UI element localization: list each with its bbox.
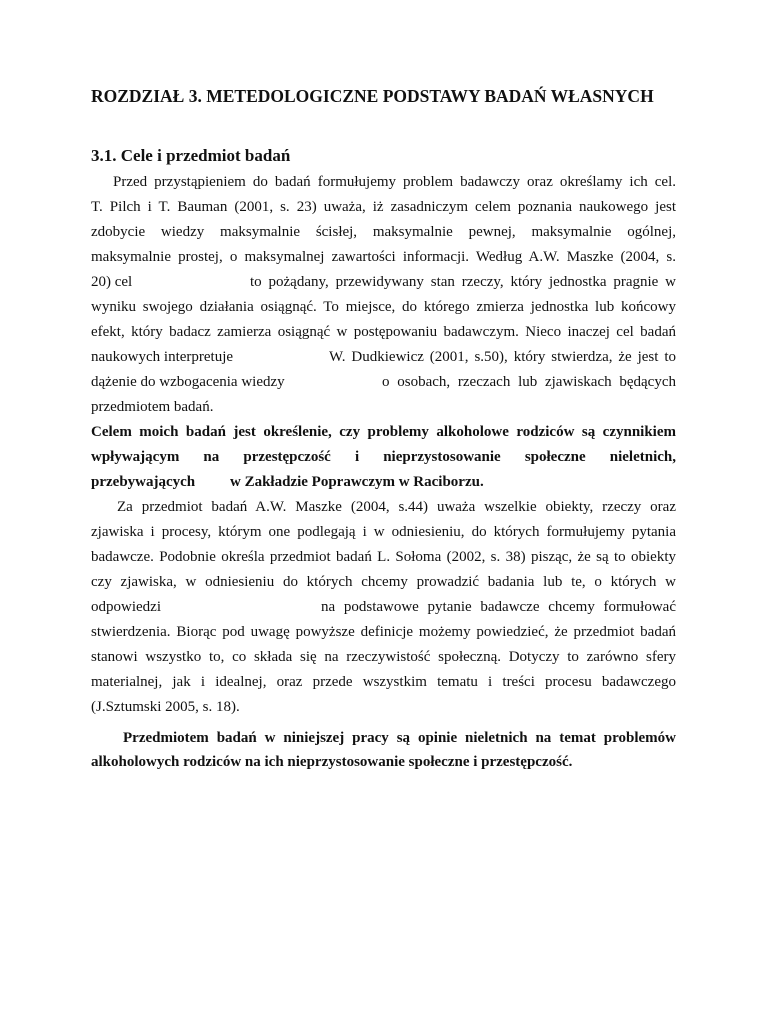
text-line: odpowiedzi bbox=[91, 599, 161, 615]
text-line: zjawiska i procesy, którym one podlegają i w odniesieniu, do których formułujemy pytania bbox=[91, 524, 676, 540]
text-line: dążenie do wzbogacenia wiedzy bbox=[91, 374, 285, 390]
text-line: Za przedmiot badań A.W. Maszke (2004, s.44) uważa wszelkie obiekty, rzeczy oraz bbox=[117, 499, 676, 515]
text-line: badawcze. Podobnie określa przedmiot badań L. Sołoma (2002, s. 38) pisząc, że są to obiekty bbox=[91, 549, 676, 565]
text-line: stanowi wszystko to, co składa się na rzeczywistość społeczną. Dotyczy to zarówno sfery bbox=[91, 649, 676, 665]
chapter-title: ROZDZIAŁ 3. METEDOLOGICZNE PODSTAWY BADAŃ WŁASNYCH bbox=[91, 86, 654, 106]
text-line: efekt, który badacz zamierza osiągnąć w postępowaniu badawczym. Nieco inaczej cel badań bbox=[91, 324, 676, 340]
text-line: o osobach, rzeczach lub zjawiskach będących bbox=[382, 374, 676, 390]
text-line: czy zjawiska, w odniesieniu do których chcemy prowadzić badania lub te, o których w bbox=[91, 574, 676, 590]
text-line: 20) cel bbox=[91, 274, 133, 290]
text-line: maksymalnie prostej, o maksymalnej zawartości informacji. Według A.W. Maszke (2004, s. bbox=[91, 249, 676, 265]
text-line: zdobycie wiedzy maksymalnie ścisłej, maksymalnie pewnej, maksymalnie ogólnej, bbox=[91, 224, 676, 240]
text-line: T. Pilch i T. Bauman (2001, s. 23) uważa, iż zasadniczym celem poznania naukowego jest bbox=[91, 199, 676, 215]
text-line: W. Dudkiewicz (2001, s.50), który stwierdza, że jest to bbox=[329, 349, 676, 365]
text-line: (J.Sztumski 2005, s. 18). bbox=[91, 699, 240, 715]
text-line: Przed przystąpieniem do badań formułujemy problem badawczy oraz określamy ich cel. bbox=[113, 174, 676, 190]
text-line: na podstawowe pytanie badawcze chcemy formułować bbox=[321, 599, 676, 615]
text-line: wpływającym na przestępczość i nieprzystosowanie społeczne nieletnich, bbox=[91, 449, 676, 465]
text-line: przebywających bbox=[91, 474, 196, 490]
text-line: naukowych interpretuje bbox=[91, 349, 234, 365]
text-line: stwierdzenia. Biorąc pod uwagę powyższe definicje możemy powiedzieć, że przedmiot badań bbox=[91, 624, 676, 640]
text-line: materialnej, jak i idealnej, oraz przede wszystkim tematu i treści procesu badawczego bbox=[91, 674, 676, 690]
text-line: Celem moich badań jest określenie, czy problemy alkoholowe rodziców są czynnikiem bbox=[91, 424, 676, 440]
text-line: Przedmiotem badań w niniejszej pracy są opinie nieletnich na temat problemów bbox=[123, 730, 676, 746]
text-line: alkoholowych rodziców na ich nieprzystosowanie społeczne i przestępczość. bbox=[91, 754, 573, 770]
text-line: w Zakładzie Poprawczym w Raciborzu. bbox=[230, 474, 484, 490]
text-line: wyniku swojego działania osiągnąć. To miejsce, do którego zmierza jednostka lub końcowy bbox=[91, 299, 676, 315]
text-line: przedmiotem badań. bbox=[91, 399, 214, 415]
text-line: to pożądany, przewidywany stan rzeczy, który jednostka pragnie w bbox=[250, 274, 676, 290]
section-title: 3.1. Cele i przedmiot badań bbox=[91, 146, 291, 165]
